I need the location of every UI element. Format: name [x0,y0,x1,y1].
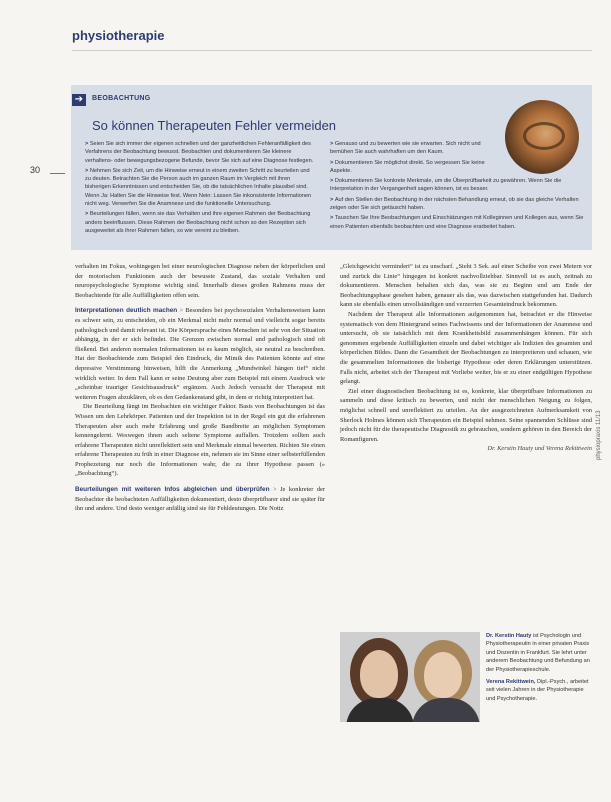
paragraph: verhalten im Fokus, wohingegen bei einer neurologischen Diagnose neben der körperlichen und der motorischen Funktionen auch der bewusste Zustand, das soziale Verhalten und neuropsychologische Symptome wichtig sind. Innerhalb dieses großen Rahmens muss der Beobachtende für alle Auffälligkeiten offen sein. [75,263,325,299]
info-box-item: > Seien Sie sich immer der eigenen schnellen und der ganzheitlichen Fehleranfälligkeit des Verfahrens der Beobachtung bewusst. Beobachten und dokumentieren Sie kleinere verhaltens- oder bewegungsbezogene Befunde, bevor Sie sich auf eine Diagnose festlegen. [85,140,315,165]
info-box-label: BEOBACHTUNG [92,95,151,102]
info-box-item: > Auf den Stellen der Beobachtung in der nächsten Behandlung erneut, ob sie das gleiche Verhalten zeigen oder Sie sich getäuscht haben. [330,196,588,213]
author2-shoulders [412,698,480,722]
header-rule [72,50,592,51]
info-box-item: > Beurteilungen fällen, wenn sie das Verhalten und ihre eigenen Rahmen der Beobachtung anders beeinflussen. Diese Rahmen der Beobachtung nicht schon so den Rezeption sich ausgeweitet als ihrer Rahmen fallen, so wie vereint zu bleiben. [85,210,315,235]
subheading: Interpretationen deutlich machen [75,307,178,315]
info-box-item: > Genauso und zu bewerten wie sie erwarten. Sich nicht und bemühen Sie auch wahrhaften um den Kaum. [330,140,500,157]
paragraph: Je konkreter der Beobachter die beobachteten Auffälligkeiten dokumentiert, desto überprüfbarer sind sie später für ihn und andere. Und desto weniger anfällig sind sie für Fehldeutungen. Die Notiz [75,486,325,513]
author1-name: Dr. Kerstin Hauty [486,633,532,639]
right-column [340,262,592,454]
author-bio [486,632,592,703]
info-box-item: > Dokumentieren Sie möglichst direkt. So vergessen Sie keine Aspekte. [330,159,500,176]
info-box-item: > Tauschen Sie Ihre Beobachtungen und Einschätzungen mit Kolleginnen und Kollegen aus, wenn Sie einen Patienten ebenfalls beobachten und eine Diagnose erarbeitet haben. [330,214,588,231]
author2-name: Verena Rekittwein, [486,679,536,686]
info-box-item: > Dokumentieren Sie konkrete Merkmale, um die Überprüfbarkeit zu gewähren. Wenn Sie die Interpretation in der Vergangenheit sagen können, ist es besser. [330,177,588,194]
paragraph: Besonders bei psychosozialen Verhaltensweisen kann es schwer sein, zu entscheiden, ob ein Merkmal nicht mehr normal und vielleicht sogar bereits pathologisch und damit relevant ist. Die Körpersprache eines Menschen ist sehr von der Situation abhängig, in der er sich befindet. Die Grenzen zwischen normal und pathologisch sind oft fließend. Bei anderen normalen Informationen ist es kaum möglich, sie neutral zu beschreiben. Hat der Beobachtende zum Beispiel den Eindruck, die Mimik des Patienten könnte auf eine depressive Verstimmung hinweisen, hilft die Anmerkung „Mundwinkel hängen tief“ nicht wirklich weiter. In dem Fall kann er seine Deutung aber zum Beispiel mit einem Ausdruck wie „scheinbar trauriger Gesichtsausdruck“ ergänzen. Auch Jedoch versucht der Therapeut mit weiteren Fragen abzuklären, ob es den Gedankenstand gibt, in dem er richtig interpretiert hat. [75,307,325,401]
page-number: 30 [30,165,41,175]
author1-face [360,650,398,698]
arrow-icon: ➔ [72,94,86,106]
info-box-item: > Nehmen Sie sich Zeit, um die Hinweise erneut in einem zweiten Schritt zu beurteilen und zu deuten. Betrachten Sie die Person auch im ganzen Raum im Vergleich mit ihren bisherigen Erkenntnissen und entscheiden Sie, ob die tatsächlichen Inhalte plausibel sind. Wenn Ja: Halten Sie die Hinweise fest. Wenn Nein: Lassen Sie inkonsistente Informationen nicht weg. Verwerfen Sie die Anamnese und die funktionelle Untersuchung. [85,167,315,208]
side-margin-text: physiopraxis 11/13 [596,410,602,460]
author1-text: ist Psychologin und Physiotherapeutin in einer privaten Praxis und Dozentin in Frankfurt. Sie lehrt unter anderem Beobachtung und Befundung an der Physiotherapieschule. [486,633,590,673]
header-part2: therapie [113,28,165,43]
section-header [72,28,164,43]
header-part1: physio [72,28,114,43]
signature: Dr. Kerstin Hauty und Verena Rekittwein [487,445,592,453]
info-box-title: So können Therapeuten Fehler vermeiden [92,118,337,133]
authors-photo [340,632,480,722]
info-box-column-2 [330,140,588,233]
author2-face [424,652,462,698]
paragraph: Ziel einer diagnostischen Beobachtung ist es, konkrete, klar überprüfbare Informationen zu sammeln und diese kritisch zu bewerten, und nicht der menschlichen Neigung zu folgen, möglichst schnell und unreflektiert zu urteilen. An der ausgezeichneten Aufmerksamkeit von Sherlock Holmes können sich Therapeuten ein Beispiel nehmen. Seine spannenden Schlüsse sind jedoch nicht für die therapeutische Diagnostik zu gebrauchen, sondern gehören in den Bereich der Romanfiguren. [340,387,592,443]
author2-text: Dipl.-Psych., arbeitet seit vielen Jahren in der Physiotherapie und Psychotherapie. [486,679,589,702]
paragraph: Die Beurteilung fängt im Beobachten ein wichtiger Faktor. Basis von Beobachtungen ist das Wissen um den Lehrkörper. Patienten und der Inspektion ist in der Regel ein gut die erfahrenen Therapeuten aber auch mehr Erfahrung und große Bandbreite an möglichen Symptomen kennengelernt. Weswegen ihnen auch seltene Symptome auffallen. Trotzdem sollten auch erfahrene Therapeuten nicht unreflektiert sein und Merkmale einmal bewerten. Richten Sie einen erfahrene Therapeuten zu früh in einer Diagnose ein, nehmen sie im Sinne einer selbsterfüllenden Prophezeiung nur noch die Informationen wahr, die zu ihrer Hypothese passen (» „Beobachtung“). [75,403,325,478]
page-number-tick [50,173,65,174]
info-box-column-1 [85,140,315,237]
paragraph: Nachdem der Therapeut alle Informationen aufgenommen hat, betrachtet er die Hinweise systematisch von dem Hintergrund seines Fachwissens und der Informationen der Anamnese und untersucht, ob sie tatsächlich mit dem Krankheitsbild zusammenhängen können. Für sich genommen ergebende Auffälligkeiten einzeln und dabei wichtiger als Indizien des gesamten und körperlichen Bildes. Dann die Gesamtheit der Beobachtungen zu interpretieren und schauen, wie die gesammelten Informationen die bisherige Hypothese oder deren Erklärungen unterstützen. Falls nicht, arbeitet sich der Therapeut mit Vorliebe weiter, bis er zu einer endgültigen Hypothese gelangt. [340,310,592,386]
author1-shoulders [346,698,414,722]
left-column: verhalten im Fokus, wohingegen bei einer neurologischen Diagnose neben der körperlichen und der motorischen Funktionen auch der bewusste Zustand, das soziale Verhalten und neuropsychologische Symptome wichtig sind. Innerhalb dieses großen Rahmens muss der Beobachtende für alle Auffälligkeiten offen sein. Interpretationen deutlich machen > Besonders bei psychosozialen Verhaltensweisen kann es schwer sein, zu entscheiden, ob ein Merkmal nicht mehr normal und vielleicht sogar bereits pathologisch und damit relevant ist. Die Körpersprache eines Menschen ist sehr von der Situation abhängig, in der er sich befindet. Die Grenzen zwischen normal und pathologisch sind oft fließend. Bei anderen normalen Informationen ist es kaum möglich, sie neutral zu beschreiben. Hat der Beobachtende zum Beispiel den Eindruck, die Mimik des Patienten könnte auf eine depressive Verstimmung hinweisen, hilft die Anmerkung „Mundwinkel hängen tief“ nicht wirklich weiter. In dem Fall kann er seine Deutung aber zum Beispiel mit einem Ausdruck wie „scheinbar trauriger Gesichtsausdruck“ ergänzen. Auch Jedoch versucht der Therapeut mit weiteren Fragen abzuklären, ob es den Gedankenstand gibt, in dem er richtig interpretiert hat. Die Beurteilung fängt im Beobachten ein wichtiger Faktor. Basis von Beobachtungen ist das Wissen um den Lehrkörper. Patienten und der Inspektion ist in der Regel ein gut die erfahrenen Therapeuten aber auch mehr Erfahrung und große Bandbreite an möglichen Symptomen kennengelernt. Weswegen ihnen auch seltene Symptome auffallen. Trotzdem sollten auch erfahrene Therapeuten nicht unreflektiert sein und Merkmale einmal bewerten. Richten Sie einen erfahrene Therapeuten zu früh in einer Diagnose ein, nehmen sie im Sinne einer selbsterfüllenden Prophezeiung nur noch die Informationen wahr, die zu ihrer Hypothese passen (» „Beobachtung“). Beurteilungen mit weiteren Infos abgleichen und überprüfen > Je konkreter der Beobachter die beobachteten Auffälligkeiten dokumentiert, desto überprüfbarer sind sie später für ihn und andere. Und desto weniger anfällig sind sie für Fehldeutungen. Die Notiz [75,263,325,513]
subheading: Beurteilungen mit weiteren Infos abgleichen und überprüfen [75,486,270,494]
paragraph: „Gleichgewicht vermindert“ ist zu unscharf. „Steht 3 Sek. auf einer Scheibe von zwei Metern vor und zurück die Linie“ hingegen ist konkret nachvollziehbar. Sinnvoll ist es auch, zeitnah zu dokumentieren. Menschen behalten sich das, was sie zu Beginn und am Ende der Beobachtungsphase gesehen haben, genauer als das, was dazwischen stattgefunden hat. Dadurch kann sie ebenfalls einen unvollständigen und verzerrten Gesamteindruck bekommen. [340,263,592,309]
